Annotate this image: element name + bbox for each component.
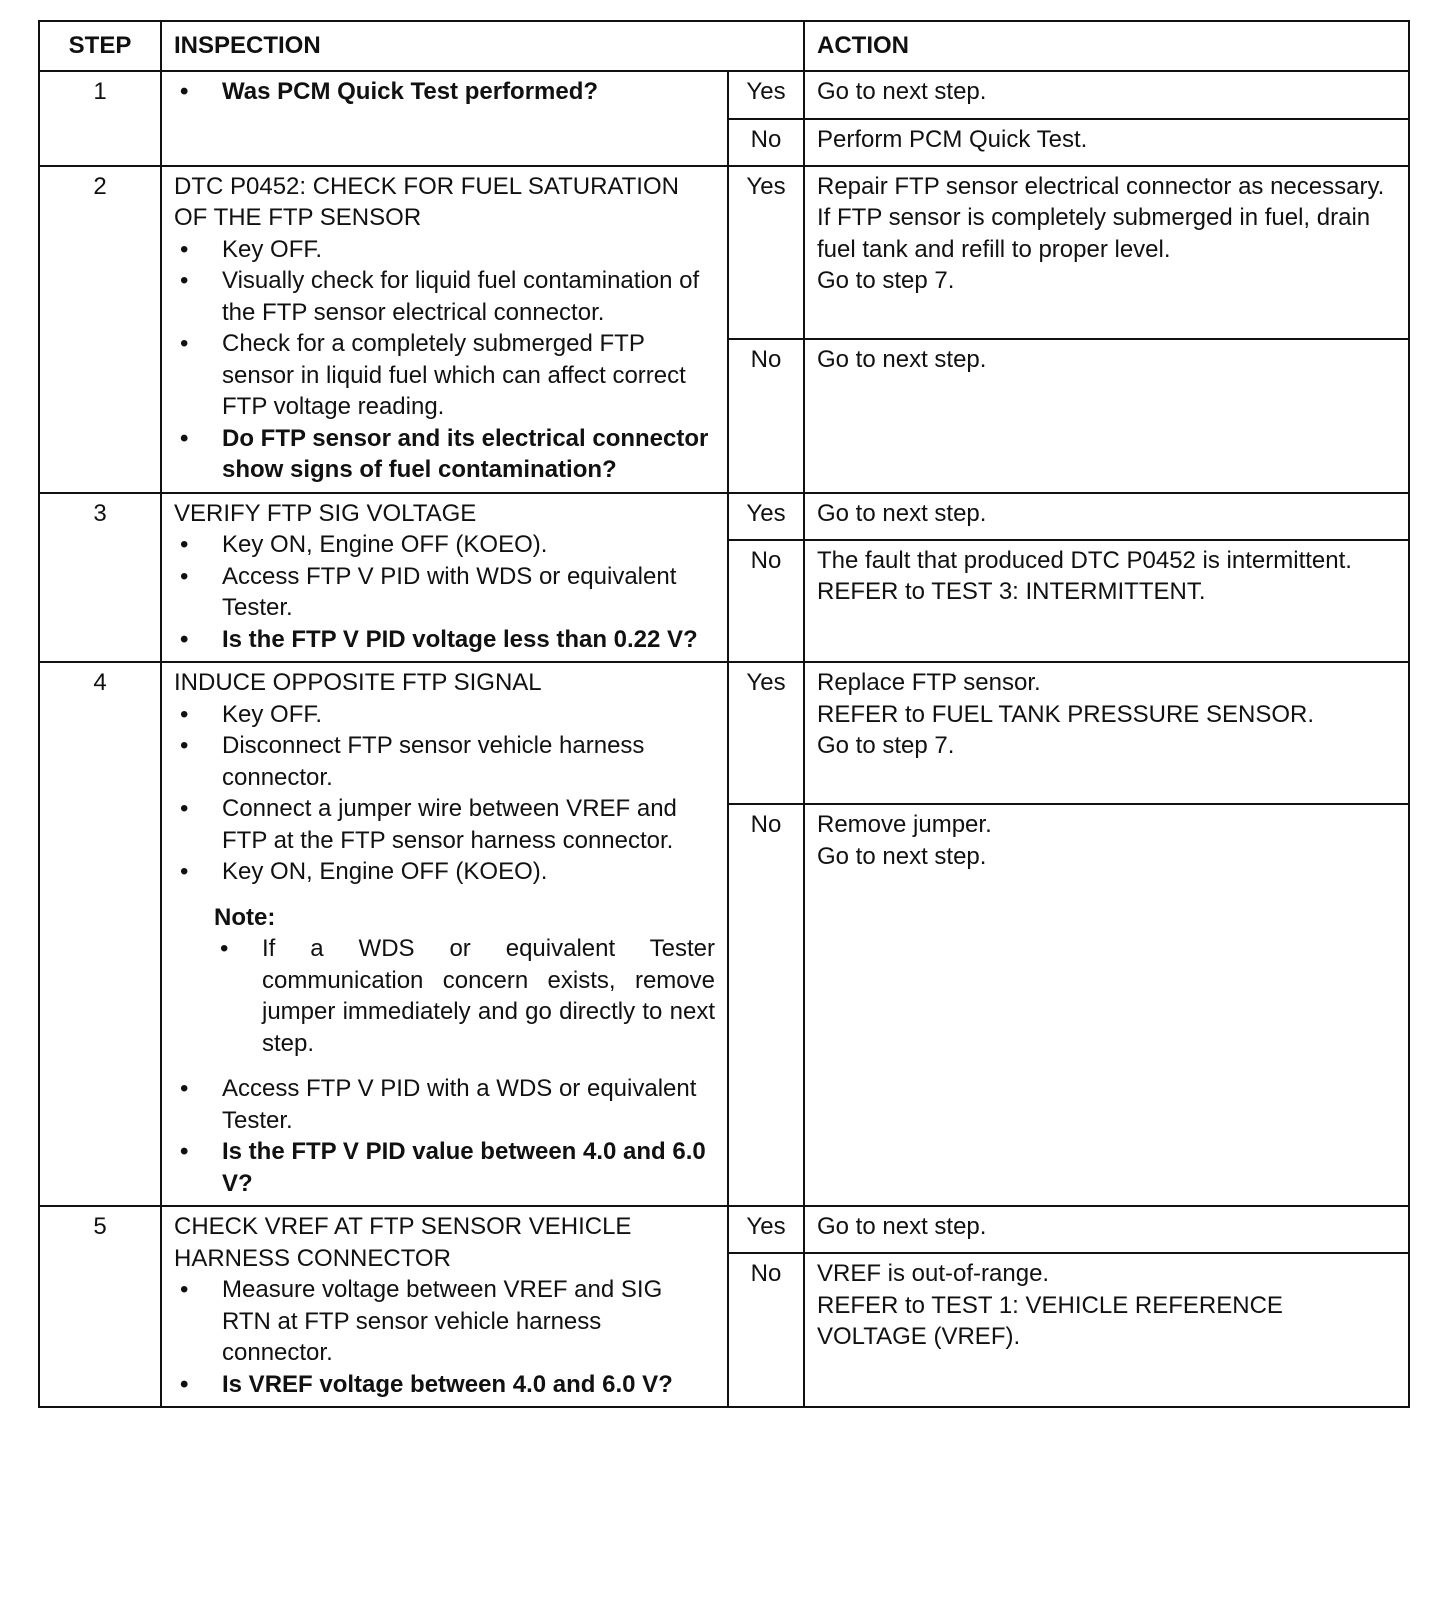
header-action: ACTION — [804, 21, 1409, 71]
step-number: 3 — [39, 493, 161, 663]
inspection-cell — [161, 1206, 728, 1407]
inspection-question: • Is the FTP V PID value between 4.0 and 6.0 V? — [174, 1136, 715, 1199]
bullet-item: • Key OFF. — [174, 699, 715, 731]
no-action — [804, 804, 1409, 1206]
step-number: 5 — [39, 1206, 161, 1407]
action-line: Go to next step. — [817, 842, 987, 870]
bullet-item: • Disconnect FTP sensor vehicle harness connector. — [174, 730, 715, 793]
bullet-list — [174, 1073, 715, 1199]
step-3 — [39, 493, 1409, 663]
yes-label: Yes — [728, 71, 804, 119]
bullet-item: • Access FTP V PID with a WDS or equivalent Tester. — [174, 1073, 715, 1136]
bullet-item: • Check for a completely submerged FTP sensor in liquid fuel which can affect correct FTP voltage reading. — [174, 328, 715, 423]
bullet-item: • Measure voltage between VREF and SIG RTN at FTP sensor vehicle harness connector. — [174, 1274, 715, 1369]
inspection-question: • Was PCM Quick Test performed? — [174, 76, 715, 108]
yes-label: Yes — [728, 1206, 804, 1253]
action-line: Replace FTP sensor. — [817, 669, 1041, 696]
step-4-yes-row — [39, 662, 1409, 804]
yes-action — [804, 1206, 1409, 1253]
action-line: REFER to FUEL TANK PRESSURE SENSOR. — [817, 700, 1315, 728]
diagnostic-table — [38, 20, 1410, 1408]
inspection-cell — [161, 71, 728, 166]
inspection-heading: DTC P0452: CHECK FOR FUEL SATURATION OF THE FTP SENSOR — [174, 172, 679, 231]
action-line: Go to next step. — [817, 1213, 987, 1240]
action-line: Go to step 7. — [817, 732, 955, 759]
no-label: No — [728, 804, 804, 1206]
step-number: 4 — [39, 662, 161, 1206]
action-line: VREF is out-of-range. — [817, 1260, 1050, 1287]
inspection-cell — [161, 166, 728, 493]
step-2-yes-row — [39, 166, 1409, 339]
step-5 — [39, 1206, 1409, 1407]
inspection-heading: VERIFY FTP SIG VOLTAGE — [174, 499, 477, 527]
yes-action — [804, 71, 1409, 119]
action-line: Go to step 7. — [817, 267, 955, 294]
step-1-yes-row — [39, 71, 1409, 119]
action-line: Go to next step. — [817, 499, 987, 527]
action-line: Perform PCM Quick Test. — [817, 125, 1088, 153]
bullet-list — [174, 699, 715, 888]
note-title: Note: — [214, 903, 276, 931]
action-line: Go to next step. — [817, 345, 987, 373]
bullet-list — [174, 234, 715, 486]
no-action — [804, 119, 1409, 166]
bullet-item: • Key OFF. — [174, 234, 715, 266]
no-action — [804, 540, 1409, 663]
inspection-question: • Is VREF voltage between 4.0 and 6.0 V? — [174, 1369, 715, 1401]
step-1 — [39, 71, 1409, 166]
bullet-item: • Access FTP V PID with WDS or equivalent Tester. — [174, 561, 715, 624]
step-number: 2 — [39, 166, 161, 493]
bullet-item: • Key ON, Engine OFF (KOEO). — [174, 856, 715, 888]
note-list — [214, 933, 715, 1059]
step-4 — [39, 662, 1409, 1206]
action-line: Go to next step. — [817, 77, 987, 105]
inspection-heading: INDUCE OPPOSITE FTP SIGNAL — [174, 669, 542, 696]
inspection-question: • Do FTP sensor and its electrical connector show signs of fuel contamination? — [174, 423, 715, 486]
yes-action — [804, 662, 1409, 804]
action-line: If FTP sensor is completely submerged in fuel, drain fuel tank and refill to proper level. — [817, 204, 1371, 263]
no-label: No — [728, 339, 804, 493]
inspection-heading: CHECK VREF AT FTP SENSOR VEHICLE HARNESS CONNECTOR — [174, 1213, 632, 1272]
step-5-yes-row — [39, 1206, 1409, 1253]
yes-action — [804, 166, 1409, 339]
header-step: STEP — [39, 21, 161, 71]
yes-label: Yes — [728, 493, 804, 540]
note-item: • If a WDS or equivalent Tester communication concern exists, remove jumper immediately and go directly to next step. — [214, 933, 715, 1059]
yes-label: Yes — [728, 166, 804, 339]
no-label: No — [728, 540, 804, 663]
action-line: Repair FTP sensor electrical connector as necessary. — [817, 172, 1385, 200]
inspection-cell — [161, 493, 728, 663]
action-line: REFER to TEST 3: INTERMITTENT. — [817, 578, 1206, 605]
bullet-list — [174, 76, 715, 108]
step-2 — [39, 166, 1409, 493]
action-line: The fault that produced DTC P0452 is intermittent. — [817, 546, 1352, 574]
step-3-yes-row — [39, 493, 1409, 540]
header-inspection: INSPECTION — [161, 21, 804, 71]
no-action — [804, 1253, 1409, 1407]
bullet-list — [174, 529, 715, 655]
header-row — [39, 21, 1409, 71]
bullet-item: • Key ON, Engine OFF (KOEO). — [174, 529, 715, 561]
step-number: 1 — [39, 71, 161, 166]
bullet-item: • Visually check for liquid fuel contamination of the FTP sensor electrical connector. — [174, 265, 715, 328]
bullet-list — [174, 1274, 715, 1400]
no-label: No — [728, 119, 804, 166]
no-action — [804, 339, 1409, 493]
inspection-cell — [161, 662, 728, 1206]
yes-label: Yes — [728, 662, 804, 804]
action-line: Remove jumper. — [817, 811, 992, 838]
action-line: REFER to TEST 1: VEHICLE REFERENCE VOLTAGE (VREF). — [817, 1291, 1283, 1350]
note-block — [214, 902, 715, 1060]
no-label: No — [728, 1253, 804, 1407]
yes-action — [804, 493, 1409, 540]
bullet-item: • Connect a jumper wire between VREF and FTP at the FTP sensor harness connector. — [174, 793, 715, 856]
inspection-question: • Is the FTP V PID voltage less than 0.22 V? — [174, 624, 715, 656]
